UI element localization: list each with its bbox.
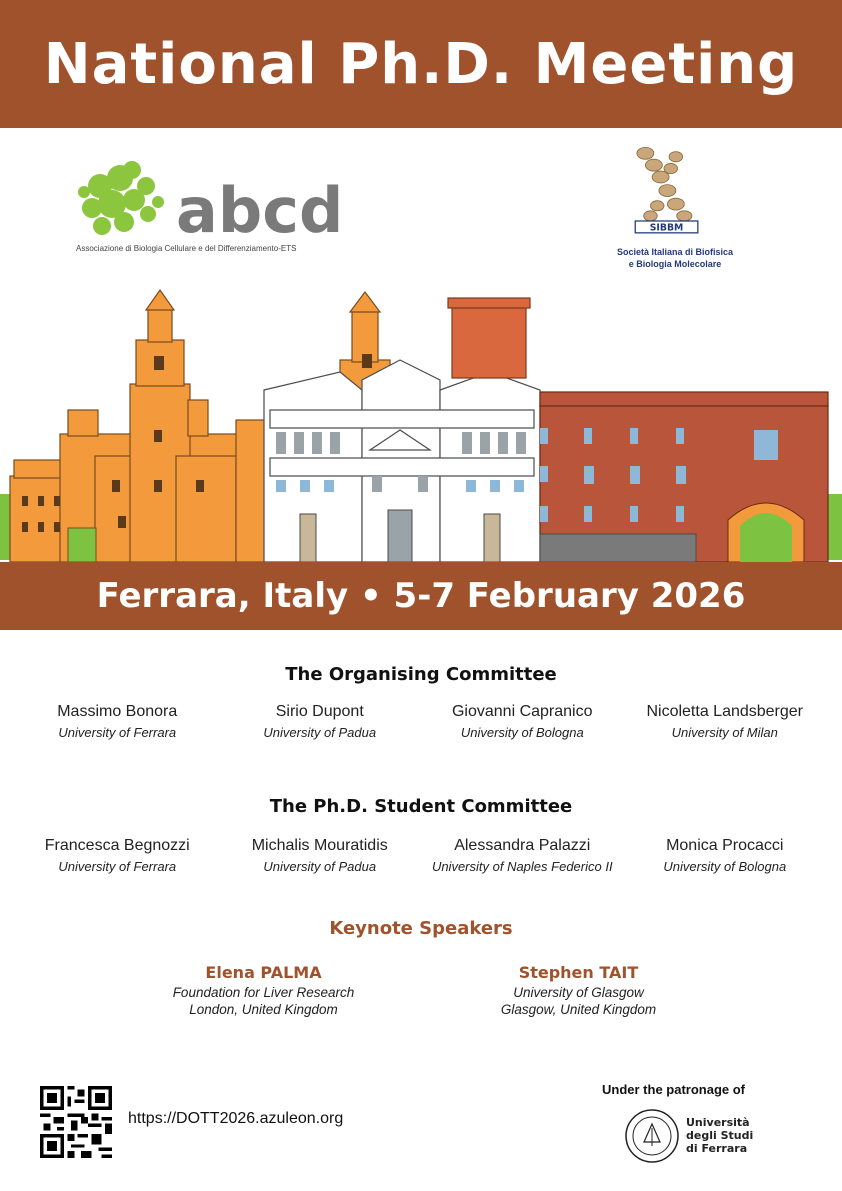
palace-loggia: [540, 534, 696, 562]
title-banner: [0, 0, 842, 128]
ferrara-skyline-illustration: [0, 280, 842, 564]
dna-icon: [637, 147, 692, 221]
sibbm-caption-line1: Società Italiana di Biofisica: [616, 247, 734, 257]
date-banner: [0, 562, 842, 630]
committee-member: [421, 836, 624, 876]
speaker-affiliation-line2: Glasgow, United Kingdom: [500, 1002, 657, 1017]
committee-member: [219, 836, 422, 876]
abcd-caption: Associazione di Biologia Cellulare e del Differenziamento-ETS: [76, 244, 297, 253]
university-name-line2: degli Studi: [686, 1129, 754, 1142]
abcd-wordmark: abcd: [176, 174, 344, 247]
speaker-name: Elena PALMA: [205, 963, 322, 982]
qr-code[interactable]: [40, 1086, 112, 1158]
university-seal-icon: [626, 1110, 678, 1162]
student-committee-title: The Ph.D. Student Committee: [269, 796, 573, 817]
member-affiliation: University of Ferrara: [58, 725, 177, 740]
sibbm-logo: [620, 134, 730, 242]
university-name-line3: di Ferrara: [686, 1142, 748, 1155]
palace-arch-opening: [740, 513, 792, 562]
member-affiliation: University of Ferrara: [58, 859, 177, 874]
member-affiliation: University of Padua: [263, 859, 377, 874]
member-affiliation: University of Bologna: [663, 859, 787, 874]
organising-committee-list: [16, 702, 826, 742]
member-name: Monica Procacci: [666, 837, 784, 854]
committee-member: [16, 836, 219, 876]
speaker-affiliation-line1: Foundation for Liver Research: [172, 985, 355, 1000]
organising-committee-title: The Organising Committee: [285, 664, 557, 685]
patronage-label: Under the patronage of: [602, 1082, 746, 1097]
unife-logo: [622, 1106, 762, 1166]
speaker-affiliation-line1: University of Glasgow: [513, 985, 644, 1000]
member-name: Alessandra Palazzi: [454, 837, 591, 854]
member-name: Massimo Bonora: [57, 703, 178, 720]
event-location-date: Ferrara, Italy • 5-7 February 2026: [96, 576, 746, 616]
committee-member: [624, 836, 827, 876]
member-affiliation: University of Milan: [671, 725, 778, 740]
abcd-cell-icon: [78, 161, 164, 235]
student-committee-list: [16, 836, 826, 876]
keynote-speakers-list: [106, 962, 736, 1018]
sibbm-caption-line2: e Biologia Molecolare: [628, 259, 722, 269]
member-name: Michalis Mouratidis: [251, 837, 388, 854]
keynote-speakers-title: Keynote Speakers: [329, 918, 513, 939]
member-affiliation: University of Bologna: [460, 725, 584, 740]
page-title: National Ph.D. Meeting: [43, 31, 799, 97]
member-affiliation: University of Naples Federico II: [431, 859, 613, 874]
event-url[interactable]: https://DOTT2026.azuleon.org: [128, 1110, 344, 1127]
member-name: Nicoletta Landsberger: [646, 703, 804, 720]
sibbm-caption: [600, 246, 750, 270]
member-name: Francesca Begnozzi: [44, 837, 190, 854]
cathedral-door: [388, 510, 412, 562]
member-name: Sirio Dupont: [275, 703, 364, 720]
committee-member: [421, 702, 624, 742]
speaker-affiliation-line2: London, United Kingdom: [189, 1002, 338, 1017]
castle-gate: [68, 528, 96, 562]
sibbm-acronym: SIBBM: [649, 222, 684, 234]
committee-member: [16, 702, 219, 742]
keynote-speaker: [106, 962, 421, 1018]
university-name-line1: Università: [686, 1116, 750, 1129]
cathedral-side-door-left: [300, 514, 316, 562]
committee-member: [624, 702, 827, 742]
keynote-speaker: [421, 962, 736, 1018]
brick-tower: [448, 298, 530, 378]
cathedral-side-door-right: [484, 514, 500, 562]
member-name: Giovanni Capranico: [451, 703, 593, 720]
speaker-name: Stephen TAIT: [518, 963, 639, 982]
member-affiliation: University of Padua: [263, 725, 377, 740]
committee-member: [219, 702, 422, 742]
